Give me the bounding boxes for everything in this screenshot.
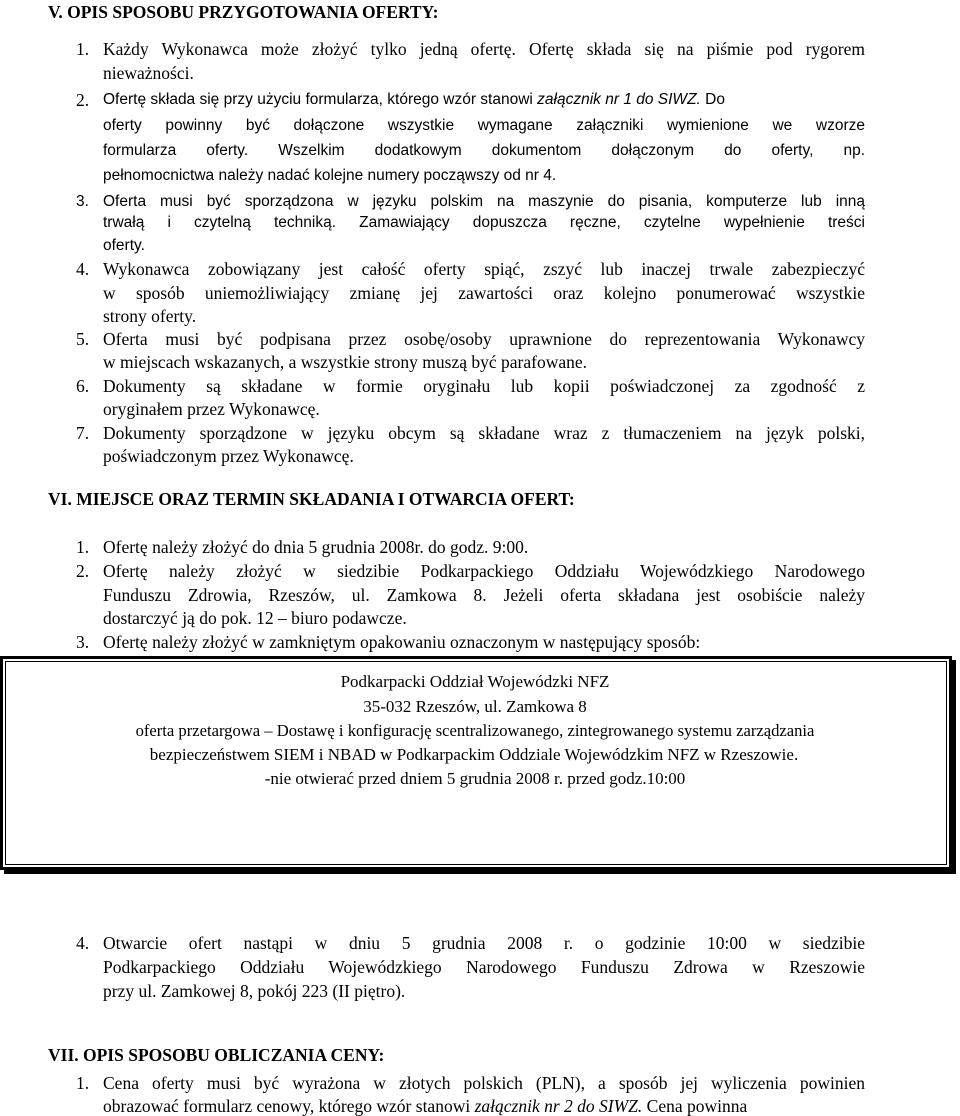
text-span: obrazować formularz cenowy, którego wzór stanowi bbox=[103, 1096, 475, 1116]
list-item-line: Dokumenty sporządzone w języku obcym są składane wraz z tłumaczeniem na język polski, bbox=[103, 423, 865, 443]
list-item-line: oferty powinny być dołączone wszystkie wymagane załączniki wymienione we wzorze bbox=[103, 117, 865, 134]
list-item-line: Dokumenty są składane w formie oryginału lub kopii poświadczonej za zgodność z bbox=[103, 376, 865, 396]
list-item-line: Ofertę należy złożyć do dnia 5 grudnia 2008r. do godz. 9:00. bbox=[103, 537, 529, 557]
list-item-line: nieważności. bbox=[103, 63, 194, 83]
list-item-line: Otwarcie ofert nastąpi w dniu 5 grudnia 2008 r. o godzinie 10:00 w siedzibie bbox=[103, 933, 865, 953]
item-number: 2. bbox=[76, 561, 90, 581]
box-line: bezpieczeństwem SIEM i NBAD w Podkarpackim Oddziale Wojewódzkim NFZ w Rzeszowie. bbox=[149, 745, 799, 764]
box-line: Podkarpacki Oddział Wojewódzki NFZ bbox=[340, 672, 610, 691]
list-item-line bbox=[103, 1096, 865, 1116]
list-item-line: Ofertę należy złożyć w siedzibie Podkarpackiego Oddziału Wojewódzkiego Narodowego bbox=[103, 561, 865, 581]
item-number: 4. bbox=[76, 933, 90, 953]
list-item-line: formularza oferty. Wszelkim dodatkowym dokumentom dołączonym do oferty, np. bbox=[103, 142, 865, 159]
text-span: Cena powinna bbox=[642, 1096, 748, 1116]
list-item-line: strony oferty. bbox=[103, 306, 197, 326]
item-number: 3. bbox=[76, 193, 89, 210]
list-item-line: w miejscach wskazanych, a wszystkie strony muszą być parafowane. bbox=[103, 352, 587, 372]
list-item-line: oryginałem przez Wykonawcę. bbox=[103, 399, 320, 419]
item-number: 5. bbox=[76, 329, 90, 349]
list-item-line: Wykonawca zobowiązany jest całość oferty spiąć, zszyć lub inaczej trwale zabezpieczyć bbox=[103, 259, 865, 279]
item-number: 1. bbox=[76, 1073, 90, 1093]
list-item-line bbox=[103, 90, 865, 110]
list-item-line: Cena oferty musi być wyrażona w złotych polskich (PLN), a sposób jej wyliczenia powinien bbox=[103, 1073, 865, 1093]
list-item-line: Podkarpackiego Oddziału Wojewódzkiego Narodowego Funduszu Zdrowa w Rzeszowie bbox=[103, 957, 865, 977]
item-number: 3. bbox=[76, 632, 90, 652]
list-item-line: Oferta musi być sporządzona w języku polskim na maszynie do pisania, komputerze lub inną bbox=[103, 193, 865, 210]
attachment-ref: załącznik nr 2 do SIWZ. bbox=[474, 1096, 643, 1116]
list-item-line: Ofertę należy złożyć w zamkniętym opakowaniu oznaczonym w następujący sposób: bbox=[103, 632, 701, 652]
section-7-heading: VII. OPIS SPOSOBU OBLICZANIA CENY: bbox=[48, 1045, 385, 1065]
list-item-line: dostarczyć ją do pok. 12 – biuro podawcze. bbox=[103, 608, 407, 628]
list-item-line: oferty. bbox=[103, 237, 145, 254]
box-line: oferta przetargowa – Dostawę i konfigurację scentralizowanego, zintegrowanego systemu zarządzania bbox=[135, 721, 815, 740]
list-item-line: trwałą i czytelną techniką. Zamawiający dopuszcza ręczne, czytelne wypełnienie treści bbox=[103, 214, 865, 231]
list-item-line: Każdy Wykonawca może złożyć tylko jedną ofertę. Ofertę składa się na piśmie pod rygorem bbox=[103, 39, 865, 59]
item-number: 4. bbox=[76, 259, 90, 279]
item-number: 1. bbox=[76, 39, 90, 59]
envelope-label-box bbox=[0, 656, 952, 870]
list-item-line: poświadczonym przez Wykonawcę. bbox=[103, 446, 354, 466]
item-number: 1. bbox=[76, 537, 90, 557]
text-span: Do bbox=[700, 91, 725, 108]
item-number: 7. bbox=[76, 423, 90, 443]
list-item-line: pełnomocnictwa należy nadać kolejne numery począwszy od nr 4. bbox=[103, 167, 557, 184]
item-number: 6. bbox=[76, 376, 90, 396]
text-span: Ofertę składa się przy użyciu formularza, którego wzór stanowi bbox=[103, 91, 538, 108]
list-item-line: w sposób uniemożliwiający zmianę jej zawartości oraz kolejno ponumerować wszystkie bbox=[103, 283, 865, 303]
section-6-heading: VI. MIEJSCE ORAZ TERMIN SKŁADANIA I OTWARCIA OFERT: bbox=[48, 489, 575, 509]
item-number: 2. bbox=[76, 90, 90, 110]
box-line: 35-032 Rzeszów, ul. Zamkowa 8 bbox=[363, 697, 587, 716]
list-item-line: przy ul. Zamkowej 8, pokój 223 (II piętro). bbox=[103, 981, 406, 1001]
list-item-line: Oferta musi być podpisana przez osobę/osoby uprawnione do reprezentowania Wykonawcy bbox=[103, 329, 865, 349]
section-5-heading: V. OPIS SPOSOBU PRZYGOTOWANIA OFERTY: bbox=[48, 2, 439, 22]
list-item-line: Funduszu Zdrowia, Rzeszów, ul. Zamkowa 8. Jeżeli oferta składana jest osobiście należy bbox=[103, 585, 865, 605]
box-line: -nie otwierać przed dniem 5 grudnia 2008 r. przed godz.10:00 bbox=[264, 769, 686, 788]
attachment-ref: załącznik nr 1 do SIWZ. bbox=[537, 91, 701, 108]
